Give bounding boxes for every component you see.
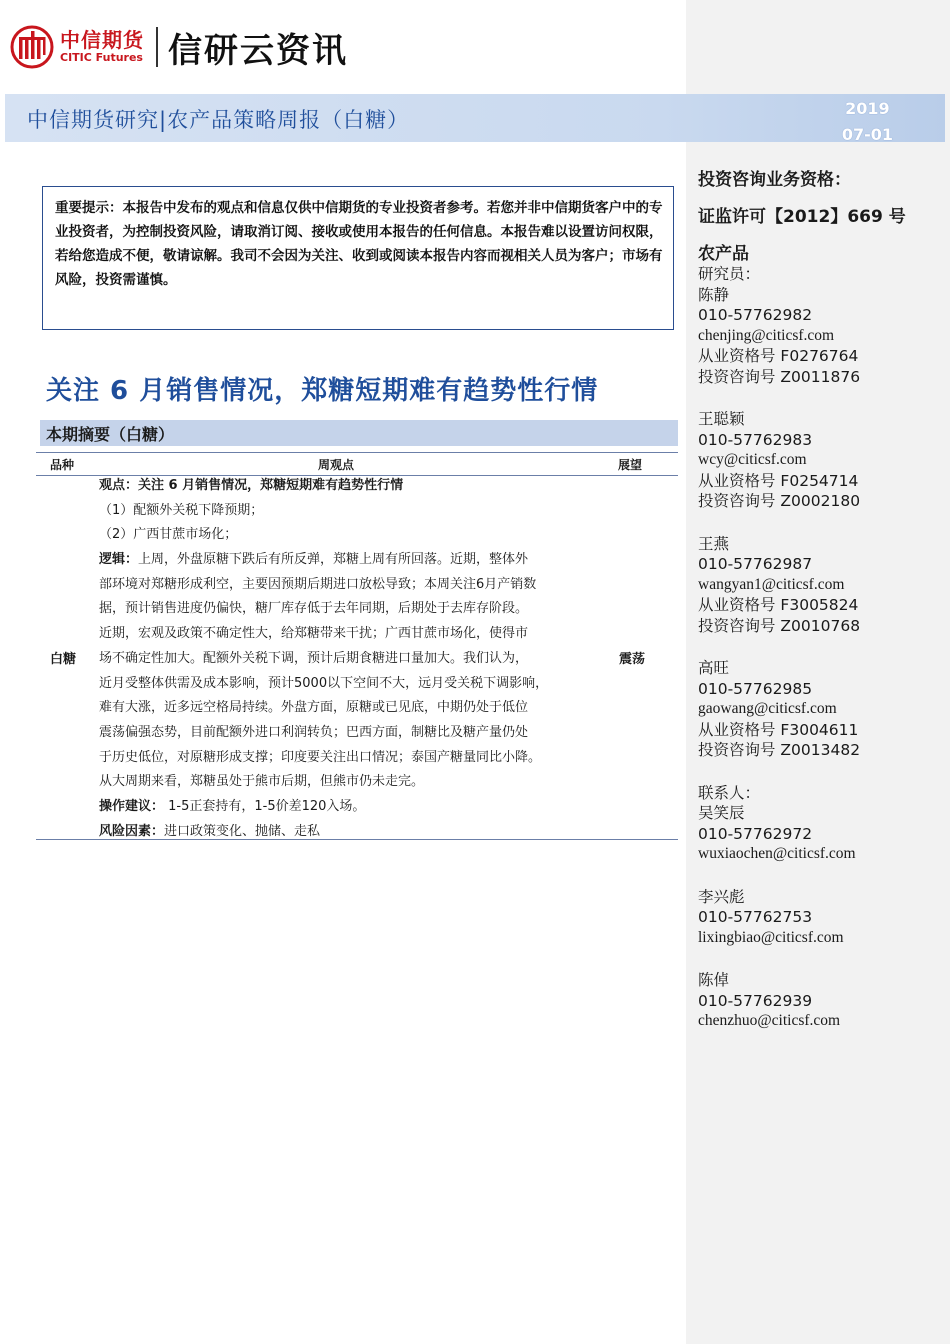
researcher-card xyxy=(698,264,860,387)
contact-email[interactable]: lixingbiao@citicsf.com xyxy=(698,928,844,946)
contact-phone: 010-57762753 xyxy=(698,908,813,926)
advice-label: 操作建议： xyxy=(99,798,165,814)
researcher-cert: 投资咨询号 Z0011876 xyxy=(698,367,861,386)
researcher-email[interactable]: wangyan1@citicsf.com xyxy=(698,575,845,593)
column-view: 周观点 xyxy=(318,458,355,472)
variety-cell: 白糖 xyxy=(50,652,77,667)
logic-line: 于历史低位，对原糖形成支撑；印度要关注出口情况；泰国产糖量同比小降。 xyxy=(99,749,542,765)
contact-label: 联系人： xyxy=(698,783,761,802)
researcher-label: 研究员： xyxy=(698,265,761,283)
summary-table-header xyxy=(36,452,678,476)
column-outlook: 展望 xyxy=(618,458,643,472)
researcher-cert: 投资咨询号 Z0002180 xyxy=(698,492,861,510)
researcher-cert: 从业资格号 F3005824 xyxy=(698,596,859,614)
logic-line: 近期，宏观及政策不确定性大，给郑糖带来干扰；广西甘蔗市场化，使得市 xyxy=(99,626,529,642)
researcher-name: 陈静 xyxy=(698,285,730,304)
contact-phone: 010-57762972 xyxy=(698,824,813,843)
researcher-card xyxy=(698,409,860,512)
report-day: 07-01 xyxy=(841,125,893,144)
point-2: （2）广西甘蔗市场化； xyxy=(99,527,238,543)
logic-line: 上周，外盘原糖下跌后有所反弹，郑糖上周有所回落。近期，整体外 xyxy=(138,552,529,568)
logic-line: 近月受整体供需及成本影响，预计5000以下空间不大，远月受关税下调影响， xyxy=(99,675,549,691)
logic-label: 逻辑： xyxy=(99,552,139,568)
researcher-email[interactable]: wcy@citicsf.com xyxy=(698,451,807,468)
contact-name: 李兴彪 xyxy=(698,887,745,906)
logic-line: 难有大涨，近多远空格局持续。外盘方面，原糖或已见底，中期仍处于低位 xyxy=(99,700,529,716)
logic-line: 从大周期来看，郑糖虽处于熊市后期，但熊市仍未走完。 xyxy=(99,774,425,790)
license-number: 证监许可【2012】669 号 xyxy=(698,207,906,227)
qualification-label: 投资咨询业务资格： xyxy=(698,170,851,190)
researcher-email[interactable]: chenjing@citicsf.com xyxy=(698,326,835,344)
researcher-name: 高旺 xyxy=(698,659,730,677)
report-banner xyxy=(5,94,945,142)
brand-title: 信研云资讯 xyxy=(168,30,348,71)
logic-line: 据，预计销售进度仍偏快，糖厂库存低于去年同期，后期处于去库存阶段。 xyxy=(99,601,529,617)
researcher-phone: 010-57762983 xyxy=(698,430,813,449)
researcher-phone: 010-57762982 xyxy=(698,306,813,324)
contact-name: 吴笑辰 xyxy=(698,804,745,822)
researcher-cert: 从业资格号 F0276764 xyxy=(698,347,859,365)
report-year: 2019 xyxy=(845,99,890,118)
report-headline: 关注 6 月销售情况，郑糖短期难有趋势性行情 xyxy=(46,376,599,406)
report-title: 中信期货研究|农产品策略周报（白糖） xyxy=(27,108,410,132)
logic-line: 震荡偏强态势，目前配额外进口利润转负；巴西方面，制糖比及糖产量仍处 xyxy=(99,724,529,740)
summary-title: 本期摘要（白糖） xyxy=(46,425,175,444)
researcher-cert: 投资咨询号 Z0010768 xyxy=(698,616,861,635)
contact-phone: 010-57762939 xyxy=(698,991,813,1010)
company-name-cn: 中信期货 xyxy=(60,28,144,52)
researcher-phone: 010-57762985 xyxy=(698,679,813,698)
logic-line: 场不确定性加大。配额外关税下调，预计后期食糖进口量加大。我们认为， xyxy=(99,650,529,666)
contact-email[interactable]: chenzhuo@citicsf.com xyxy=(698,1012,841,1029)
researcher-cert: 从业资格号 F0254714 xyxy=(698,471,859,490)
department-name: 农产品 xyxy=(698,244,749,264)
logo-divider xyxy=(156,27,158,67)
report-date xyxy=(842,96,893,148)
contact-card xyxy=(698,887,860,949)
header-logo xyxy=(10,22,348,72)
researcher-cert: 从业资格号 F3004611 xyxy=(698,720,859,739)
researcher-card xyxy=(698,534,860,637)
contact-name: 陈倬 xyxy=(698,971,730,989)
people-list xyxy=(698,264,860,1054)
table-bottom-rule xyxy=(36,839,678,840)
outlook-cell: 震荡 xyxy=(619,652,646,667)
advice-text: 1-5正套持有，1-5价差120入场。 xyxy=(164,798,366,814)
disclaimer-notice: 重要提示：本报告中发布的观点和信息仅供中信期货的专业投资者参考。若您并非中信期货客户中的专业投资者，为控制投资风险，请取消订阅、接收或使用本报告的任何信息。本报告难以设置访问权限，若给您造成不便，敬请谅解。我司不会因为关注、收到或阅读本报告内容而视相关人员为客户；市场有风险，投资需谨慎。 xyxy=(42,186,674,330)
logic-line: 部环境对郑糖形成利空，主要因预期后期进口放松导致；本周关注6月产销数 xyxy=(99,576,537,592)
researcher-cert: 投资咨询号 Z0013482 xyxy=(698,741,861,759)
researcher-phone: 010-57762987 xyxy=(698,555,813,573)
researcher-email[interactable]: gaowang@citicsf.com xyxy=(698,700,837,717)
contact-card xyxy=(698,970,860,1032)
company-name-en: CITIC Futures xyxy=(60,51,143,64)
summary-header xyxy=(40,420,678,446)
risk-text: 进口政策变化、抛储、走私 xyxy=(164,823,321,839)
view-line: 观点：关注 6 月销售情况，郑糖短期难有趋势性行情 xyxy=(99,478,404,493)
contact-card xyxy=(698,783,860,865)
researcher-name: 王聪颖 xyxy=(698,410,745,428)
point-1: （1）配额外关税下降预期； xyxy=(99,502,264,518)
researcher-name: 王燕 xyxy=(698,534,730,553)
researcher-card xyxy=(698,658,860,761)
risk-label: 风险因素： xyxy=(99,823,165,839)
weekly-view-cell xyxy=(99,474,589,844)
contact-email[interactable]: wuxiaochen@citicsf.com xyxy=(698,845,856,862)
citic-logo-icon xyxy=(10,25,54,69)
column-variety: 品种 xyxy=(50,458,75,472)
